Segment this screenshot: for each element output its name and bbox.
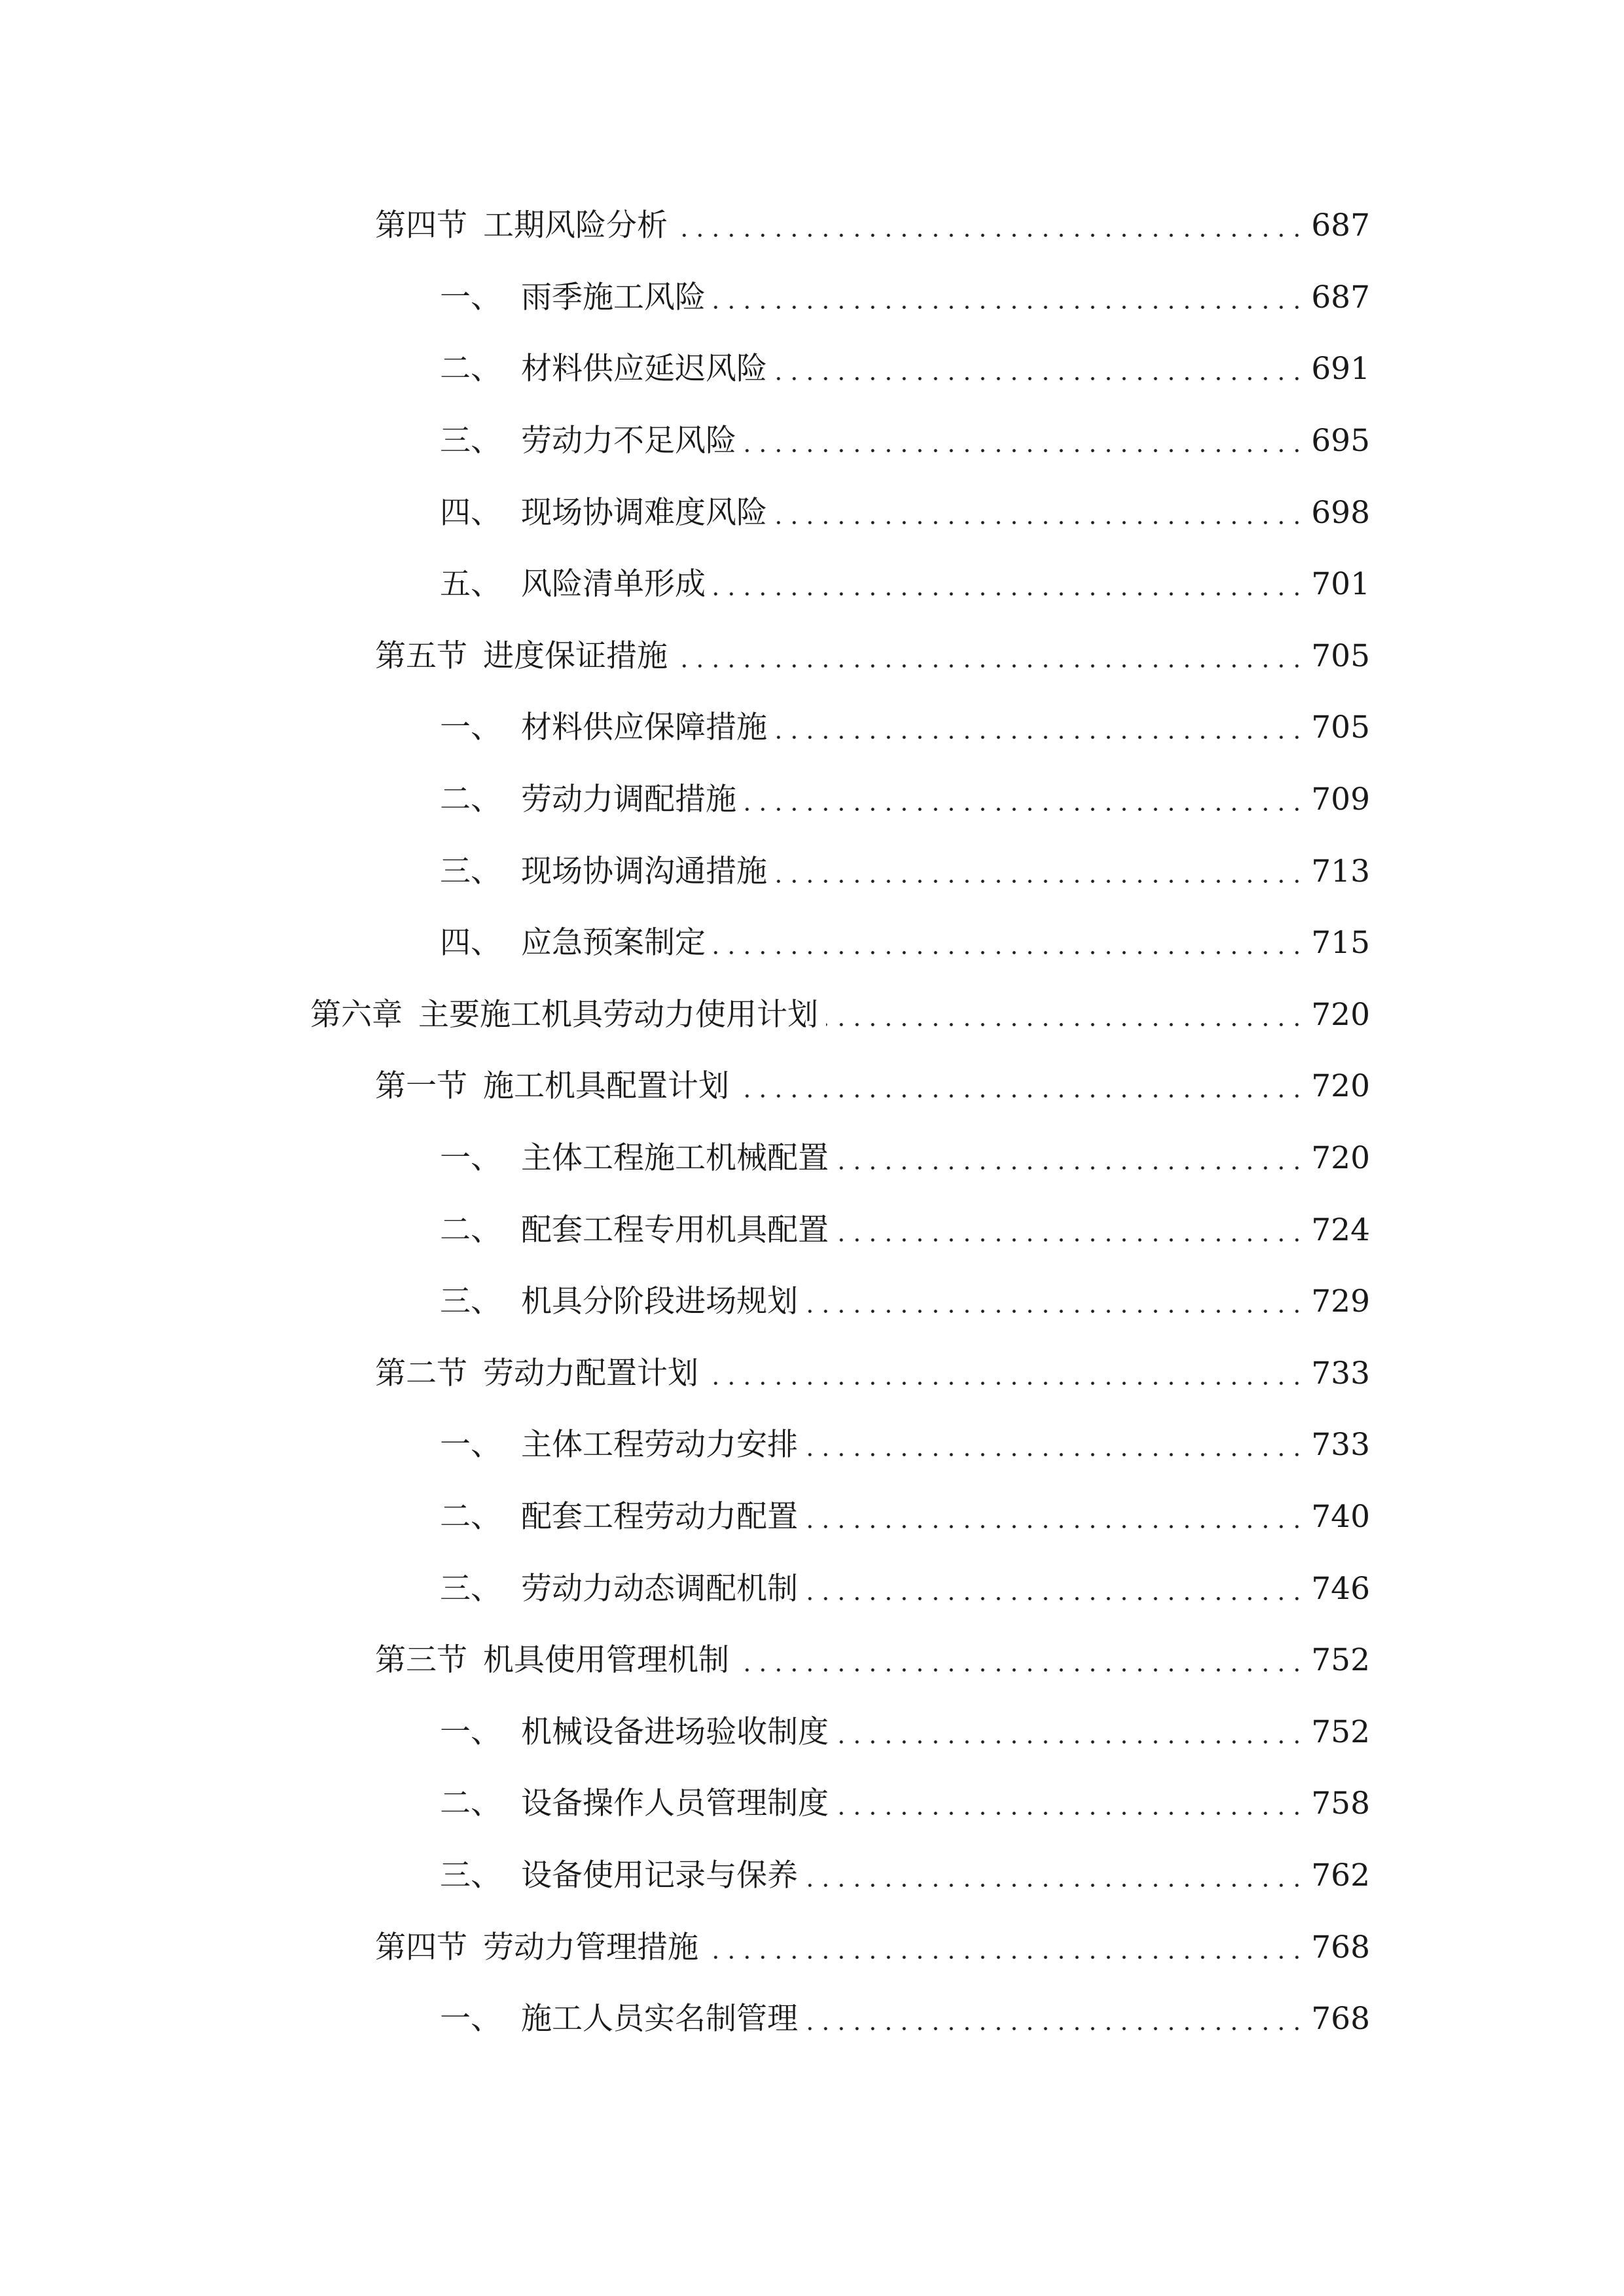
toc-subsection-entry[interactable] [0,1194,1624,1266]
toc-dot-leader [806,1429,1305,1460]
toc-page-number: 729 [1311,1283,1370,1320]
toc-entry-number: 二、 [440,781,501,818]
toc-page-number: 695 [1311,423,1370,459]
toc-entry-number: 一、 [440,709,501,746]
toc-entry-number: 第六章 [310,996,403,1033]
toc-section-entry[interactable] [0,620,1624,692]
toc-dot-leader [676,210,1305,241]
toc-subsection-entry[interactable] [0,1481,1624,1553]
toc-subsection-entry[interactable] [0,764,1624,836]
toc-dot-leader [806,2003,1305,2034]
toc-entry-title: 现场协调沟通措施 [521,853,767,889]
toc-subsection-entry[interactable] [0,1266,1624,1338]
toc-entry-number: 一、 [440,1427,501,1463]
toc-entry-title: 主体工程施工机械配置 [521,1140,829,1177]
toc-dot-leader [713,927,1305,958]
toc-page-number: 720 [1311,996,1370,1033]
toc-page-number: 705 [1311,709,1370,746]
toc-dot-leader [837,1215,1305,1246]
toc-page-number: 740 [1311,1498,1370,1535]
toc-page-number: 715 [1311,925,1370,961]
toc-entry-number: 第二节 [375,1355,467,1391]
toc-entry-title: 机械设备进场验收制度 [521,1713,829,1750]
toc-entry-title: 劳动力管理措施 [483,1929,698,1965]
toc-dot-leader [775,353,1305,384]
toc-entry-number: 第三节 [375,1642,467,1679]
toc-chapter-entry[interactable] [0,979,1624,1051]
toc-page-number: 698 [1311,494,1370,531]
toc-entry-title: 劳动力不足风险 [521,423,736,459]
toc-page-number: 758 [1311,1785,1370,1822]
toc-entry-number: 一、 [440,1140,501,1177]
toc-entry-number: 二、 [440,1785,501,1822]
toc-dot-leader [737,1645,1305,1676]
toc-page-number: 752 [1311,1642,1370,1679]
toc-dot-leader [775,712,1305,743]
toc-subsection-entry[interactable] [0,1983,1624,2055]
toc-entry-title: 机具分阶段进场规划 [521,1283,798,1320]
toc-subsection-entry[interactable] [0,1122,1624,1194]
toc-subsection-entry[interactable] [0,262,1624,334]
toc-page-number: 691 [1311,351,1370,387]
toc-page-number: 746 [1311,1570,1370,1607]
toc-dot-leader [713,569,1305,600]
toc-entry-number: 一、 [440,2001,501,2037]
toc-entry-title: 材料供应延迟风险 [521,351,767,387]
toc-section-entry[interactable] [0,1911,1624,1983]
toc-dot-leader [706,1932,1305,1963]
toc-subsection-entry[interactable] [0,1840,1624,1912]
toc-page-number: 713 [1311,853,1370,889]
table-of-contents [0,190,1624,2054]
toc-page-number: 752 [1311,1713,1370,1750]
toc-page-number: 705 [1311,637,1370,674]
toc-dot-leader [737,1071,1305,1102]
toc-subsection-entry[interactable] [0,333,1624,405]
toc-subsection-entry[interactable] [0,692,1624,764]
toc-dot-leader [826,999,1305,1030]
toc-entry-number: 三、 [440,853,501,889]
toc-dot-leader [806,1501,1305,1532]
toc-entry-title: 风险清单形成 [521,566,706,603]
toc-entry-title: 应急预案制定 [521,925,706,961]
toc-entry-title: 劳动力调配措施 [521,781,736,818]
toc-section-entry[interactable] [0,1050,1624,1122]
toc-entry-number: 二、 [440,351,501,387]
toc-page-number: 720 [1311,1068,1370,1105]
toc-entry-number: 三、 [440,1857,501,1893]
toc-page-number: 768 [1311,1929,1370,1965]
toc-subsection-entry[interactable] [0,907,1624,979]
toc-dot-leader [775,856,1305,887]
toc-entry-number: 一、 [440,279,501,315]
toc-dot-leader [775,497,1305,528]
toc-entry-title: 工期风险分析 [483,207,668,244]
toc-entry-title: 进度保证措施 [483,637,668,674]
toc-entry-number: 三、 [440,423,501,459]
toc-entry-title: 现场协调难度风险 [521,494,767,531]
toc-subsection-entry[interactable] [0,476,1624,548]
toc-entry-number: 四、 [440,925,501,961]
toc-dot-leader [744,784,1305,815]
toc-entry-number: 第四节 [375,1929,467,1965]
toc-entry-title: 雨季施工风险 [521,279,706,315]
toc-page-number: 687 [1311,207,1370,244]
toc-entry-number: 二、 [440,1211,501,1248]
toc-entry-number: 五、 [440,566,501,603]
toc-entry-number: 四、 [440,494,501,531]
toc-section-entry[interactable] [0,1624,1624,1696]
toc-entry-title: 机具使用管理机制 [483,1642,729,1679]
toc-dot-leader [806,1573,1305,1604]
toc-page-number: 687 [1311,279,1370,315]
toc-entry-number: 一、 [440,1713,501,1750]
toc-subsection-entry[interactable] [0,1409,1624,1481]
toc-dot-leader [837,1143,1305,1174]
toc-entry-title: 施工机具配置计划 [483,1068,729,1105]
toc-page-number: 768 [1311,2001,1370,2037]
toc-subsection-entry[interactable] [0,1552,1624,1624]
toc-page-number: 724 [1311,1211,1370,1248]
toc-page-number: 720 [1311,1140,1370,1177]
toc-dot-leader [837,1717,1305,1748]
toc-entry-number: 第五节 [375,637,467,674]
toc-entry-title: 材料供应保障措施 [521,709,767,746]
toc-entry-title: 主要施工机具劳动力使用计划 [418,996,818,1033]
toc-dot-leader [676,641,1305,672]
toc-entry-title: 劳动力配置计划 [483,1355,698,1391]
toc-subsection-entry[interactable] [0,548,1624,620]
toc-entry-title: 主体工程劳动力安排 [521,1427,798,1463]
toc-entry-number: 第四节 [375,207,467,244]
toc-entry-title: 施工人员实名制管理 [521,2001,798,2037]
toc-section-entry[interactable] [0,190,1624,262]
toc-page-number: 701 [1311,566,1370,603]
toc-subsection-entry[interactable] [0,835,1624,907]
toc-dot-leader [806,1286,1305,1317]
toc-page-number: 709 [1311,781,1370,818]
toc-entry-title: 劳动力动态调配机制 [521,1570,798,1607]
toc-entry-number: 二、 [440,1498,501,1535]
toc-entry-title: 设备操作人员管理制度 [521,1785,829,1822]
toc-section-entry[interactable] [0,1338,1624,1410]
toc-page-number: 733 [1311,1355,1370,1391]
toc-subsection-entry[interactable] [0,1768,1624,1840]
toc-dot-leader [806,1860,1305,1891]
toc-entry-number: 三、 [440,1283,501,1320]
toc-page-number: 762 [1311,1857,1370,1893]
toc-entry-title: 配套工程专用机具配置 [521,1211,829,1248]
toc-dot-leader [706,1358,1305,1389]
toc-entry-number: 第一节 [375,1068,467,1105]
toc-subsection-entry[interactable] [0,1696,1624,1768]
toc-entry-title: 设备使用记录与保养 [521,1857,798,1893]
toc-entry-number: 三、 [440,1570,501,1607]
toc-page-number: 733 [1311,1427,1370,1463]
toc-dot-leader [713,282,1305,313]
toc-entry-title: 配套工程劳动力配置 [521,1498,798,1535]
toc-dot-leader [837,1788,1305,1819]
toc-subsection-entry[interactable] [0,405,1624,477]
toc-dot-leader [744,425,1305,456]
